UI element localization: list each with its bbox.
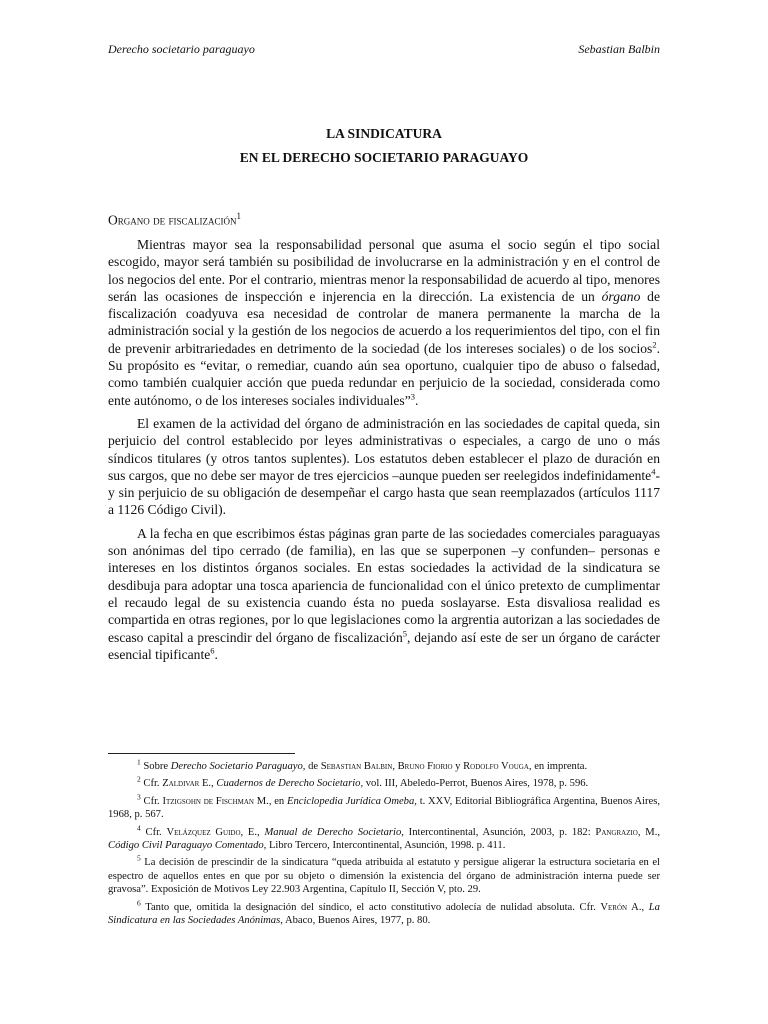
footnote-ref-3[interactable]: 3 [410, 391, 416, 402]
footnote-1-italic: Derecho Societario Paraguayo [170, 761, 303, 772]
footnote-2-author: Zaldivar [162, 778, 200, 790]
footnote-4-text-c: , E., [240, 826, 265, 838]
footnote-1 [108, 757, 660, 773]
footnote-5 [108, 853, 660, 896]
footnote-1-text-a: Sobre [140, 761, 171, 772]
paragraph-2 [108, 415, 660, 519]
footnote-ref-6[interactable]: 6 [210, 645, 215, 656]
paragraph-3-text-b: , dejando así este de ser un órgano de carácter esencial tipificante [108, 629, 661, 662]
paragraph-1-text-d: . Su propósito es “evitar, o remediar, cuando aún sea oportuno, cualquier tipo de abuso o falsedad, como también cualquier acción que pueda redundar en perjuicio de la sociedad, considerada como ente autónomo, o de los intereses sociales individuales” [108, 340, 660, 408]
section-heading [108, 211, 241, 229]
footnote-4-text-e: , Intercontinental, Asunción, 2003, p. 182: [401, 826, 596, 838]
footnote-1-authors: Sebastian Balbin, Bruno Fiorio [320, 761, 453, 772]
footnote-3-text-a: Cfr. [140, 795, 163, 807]
footnote-2-italic: Cuadernos de Derecho Societario, [216, 778, 364, 790]
footnote-2-text-a: Cfr. [140, 778, 163, 790]
paragraph-1-text-a: Mientras mayor sea la responsabilidad personal que asuma el socio según el tipo social escogido, mayor será también su posibilidad de involucrarse en la administración y en el control de los negocios del ente. Por el contrario, mientras menor la responsabilidad de acuerdo al tipo, menores serán las ocasiones de inspección e injerencia en la dirección. La existencia de un [108, 237, 660, 304]
paragraph-3-text-c: . [214, 646, 218, 662]
footnote-4-italic-1: Manual de Derecho Societario [264, 826, 402, 838]
footnote-4-text-i: Libro Tercero, Intercontinental, Asunción, 1998. p. 411. [266, 840, 506, 852]
footnote-3-text-c: M., en [254, 795, 287, 807]
footnote-6-text-e: , Abaco, Buenos Aires, 1977, p. 80. [280, 915, 431, 927]
footnote-separator [108, 753, 295, 754]
footnotes [108, 757, 661, 931]
footnote-1-text-e: y [452, 761, 464, 772]
footnote-6-italic: La Sindicatura en las Sociedades Anónimas [108, 901, 660, 927]
footnote-4-text-a: Cfr. [140, 826, 167, 838]
footnote-ref-2[interactable]: 2 [652, 339, 657, 350]
footnote-ref-4[interactable]: 4 [651, 466, 656, 477]
footnote-2-text-e: vol. III, Abeledo-Perrot, Buenos Aires, 1978, p. 596. [363, 778, 589, 790]
footnote-2 [108, 774, 660, 790]
footnote-6 [108, 898, 660, 928]
footnote-3-italic: Enciclopedia Jurídica Omeba, [286, 795, 417, 807]
footnote-4-text-g: , M., [637, 826, 660, 838]
footnote-2-text-c: E., [199, 778, 217, 790]
header-book-title: Derecho societario paraguayo [108, 42, 255, 56]
footnote-6-text-c: A., [627, 901, 649, 913]
footnote-4-italic-2: Código Civil Paraguayo Comentado, [108, 840, 267, 852]
section-heading-text: Organo de fiscalización [108, 212, 237, 228]
paragraph-2-text-b: - y sin perjuicio de su obligación de desempeñar el cargo hasta que sean reemplazados (artículos 1117 a 1126 Código Civil). [108, 467, 660, 518]
paragraph-1-italic-organo: órgano [601, 288, 641, 304]
paragraph-1 [108, 236, 660, 409]
footnote-5-text: La decisión de prescindir de la sindicatura “queda atribuida al estatuto y persigue aligerar la estructura societaria en el espectro de aquellos entes en que por su objeto o dimensión la existencia del órgano de administración interna puede ser gravosa”. Exposición de Motivos Ley 22.903 Argentina, Capítulo II, Sección V, pto. 29. [108, 857, 660, 896]
paragraph-1-text-c: de fiscalización coadyuva esa necesidad de controlar de manera permanente la marcha de la administración social y la gestión de los negocios de acuerdo a los requerimientos del tipo, con el fin de prevenir arbitrariedades en detrimento de la sociedad (de los intereses sociales) o de los socios [108, 288, 660, 356]
footnote-number-3: 3 [137, 792, 141, 802]
footnote-1-text-c: , de [302, 761, 321, 772]
title-line-2: EN EL DERECHO SOCIETARIO PARAGUAYO [239, 150, 529, 165]
footnote-4-author-1: Velázquez Guido [166, 826, 241, 838]
footnote-number-6: 6 [137, 898, 141, 908]
footnote-3-text-e: t. XXV, Editorial Bibliográfica Argentina, Buenos Aires, 1968, p. 567. [108, 795, 661, 821]
footnote-1-author-vouga: Rodolfo Vouga [463, 761, 529, 772]
footnote-ref-1[interactable]: 1 [236, 211, 241, 221]
footnote-4-author-2: Pangrazio [595, 826, 638, 838]
footnote-number-4: 4 [137, 823, 141, 833]
footnote-1-text-g: , en imprenta. [528, 761, 588, 772]
footnote-4 [108, 823, 660, 853]
footnote-3-author: Itzigsohn de Fischman [162, 795, 254, 807]
footnote-number-1: 1 [137, 757, 141, 767]
footnote-number-5: 5 [137, 853, 141, 863]
paragraph-3 [108, 525, 660, 663]
paragraph-2-text-a: El examen de la actividad del órgano de administración en las sociedades de capital queda, sin perjuicio del control establecido por leyes administrativas o especiales, a cargo de uno o más síndicos titulares (y otros tantos suplentes). Los estatutos deben establecer el plazo de duración en sus cargos, que no debe ser mayor de tres ejercicios –aunque pueden ser reelegidos indefinidamente [108, 415, 660, 483]
document-title [108, 122, 660, 170]
running-header [108, 42, 660, 57]
body-text [108, 236, 660, 669]
paragraph-3-text-a: A la fecha en que escribimos éstas páginas gran parte de las sociedades comerciales paraguayas son anónimas del tipo cerrado (de familia), en las que se superponen –y confunden– personas e intereses en los distintos órganos sociales. En estas sociedades la actividad de la sindicatura se desdibuja para adoptar una tosca apariencia de funcionalidad con el único pretexto de cumplimentar el recaudo legal de su existencia cuando ésta no pueda soslayarse. Esta disvaliosa realidad es compartida en otras regiones, por lo que legislaciones como la argrentia autorizan a las sociedades de escaso capital a prescindir del órgano de fiscalización [108, 525, 660, 645]
footnote-6-text-a: Tanto que, omitida la designación del síndico, el acto constitutivo adolecía de nulidad absoluta. Cfr. [140, 901, 601, 913]
paragraph-1-text-e: . [415, 392, 419, 408]
footnote-3 [108, 792, 661, 822]
title-line-1: LA SINDICATURA [326, 126, 442, 141]
header-author: Sebastian Balbin [578, 42, 660, 56]
footnote-6-author: Verón [600, 901, 628, 913]
footnote-number-2: 2 [137, 774, 141, 784]
footnote-ref-5[interactable]: 5 [402, 628, 407, 638]
